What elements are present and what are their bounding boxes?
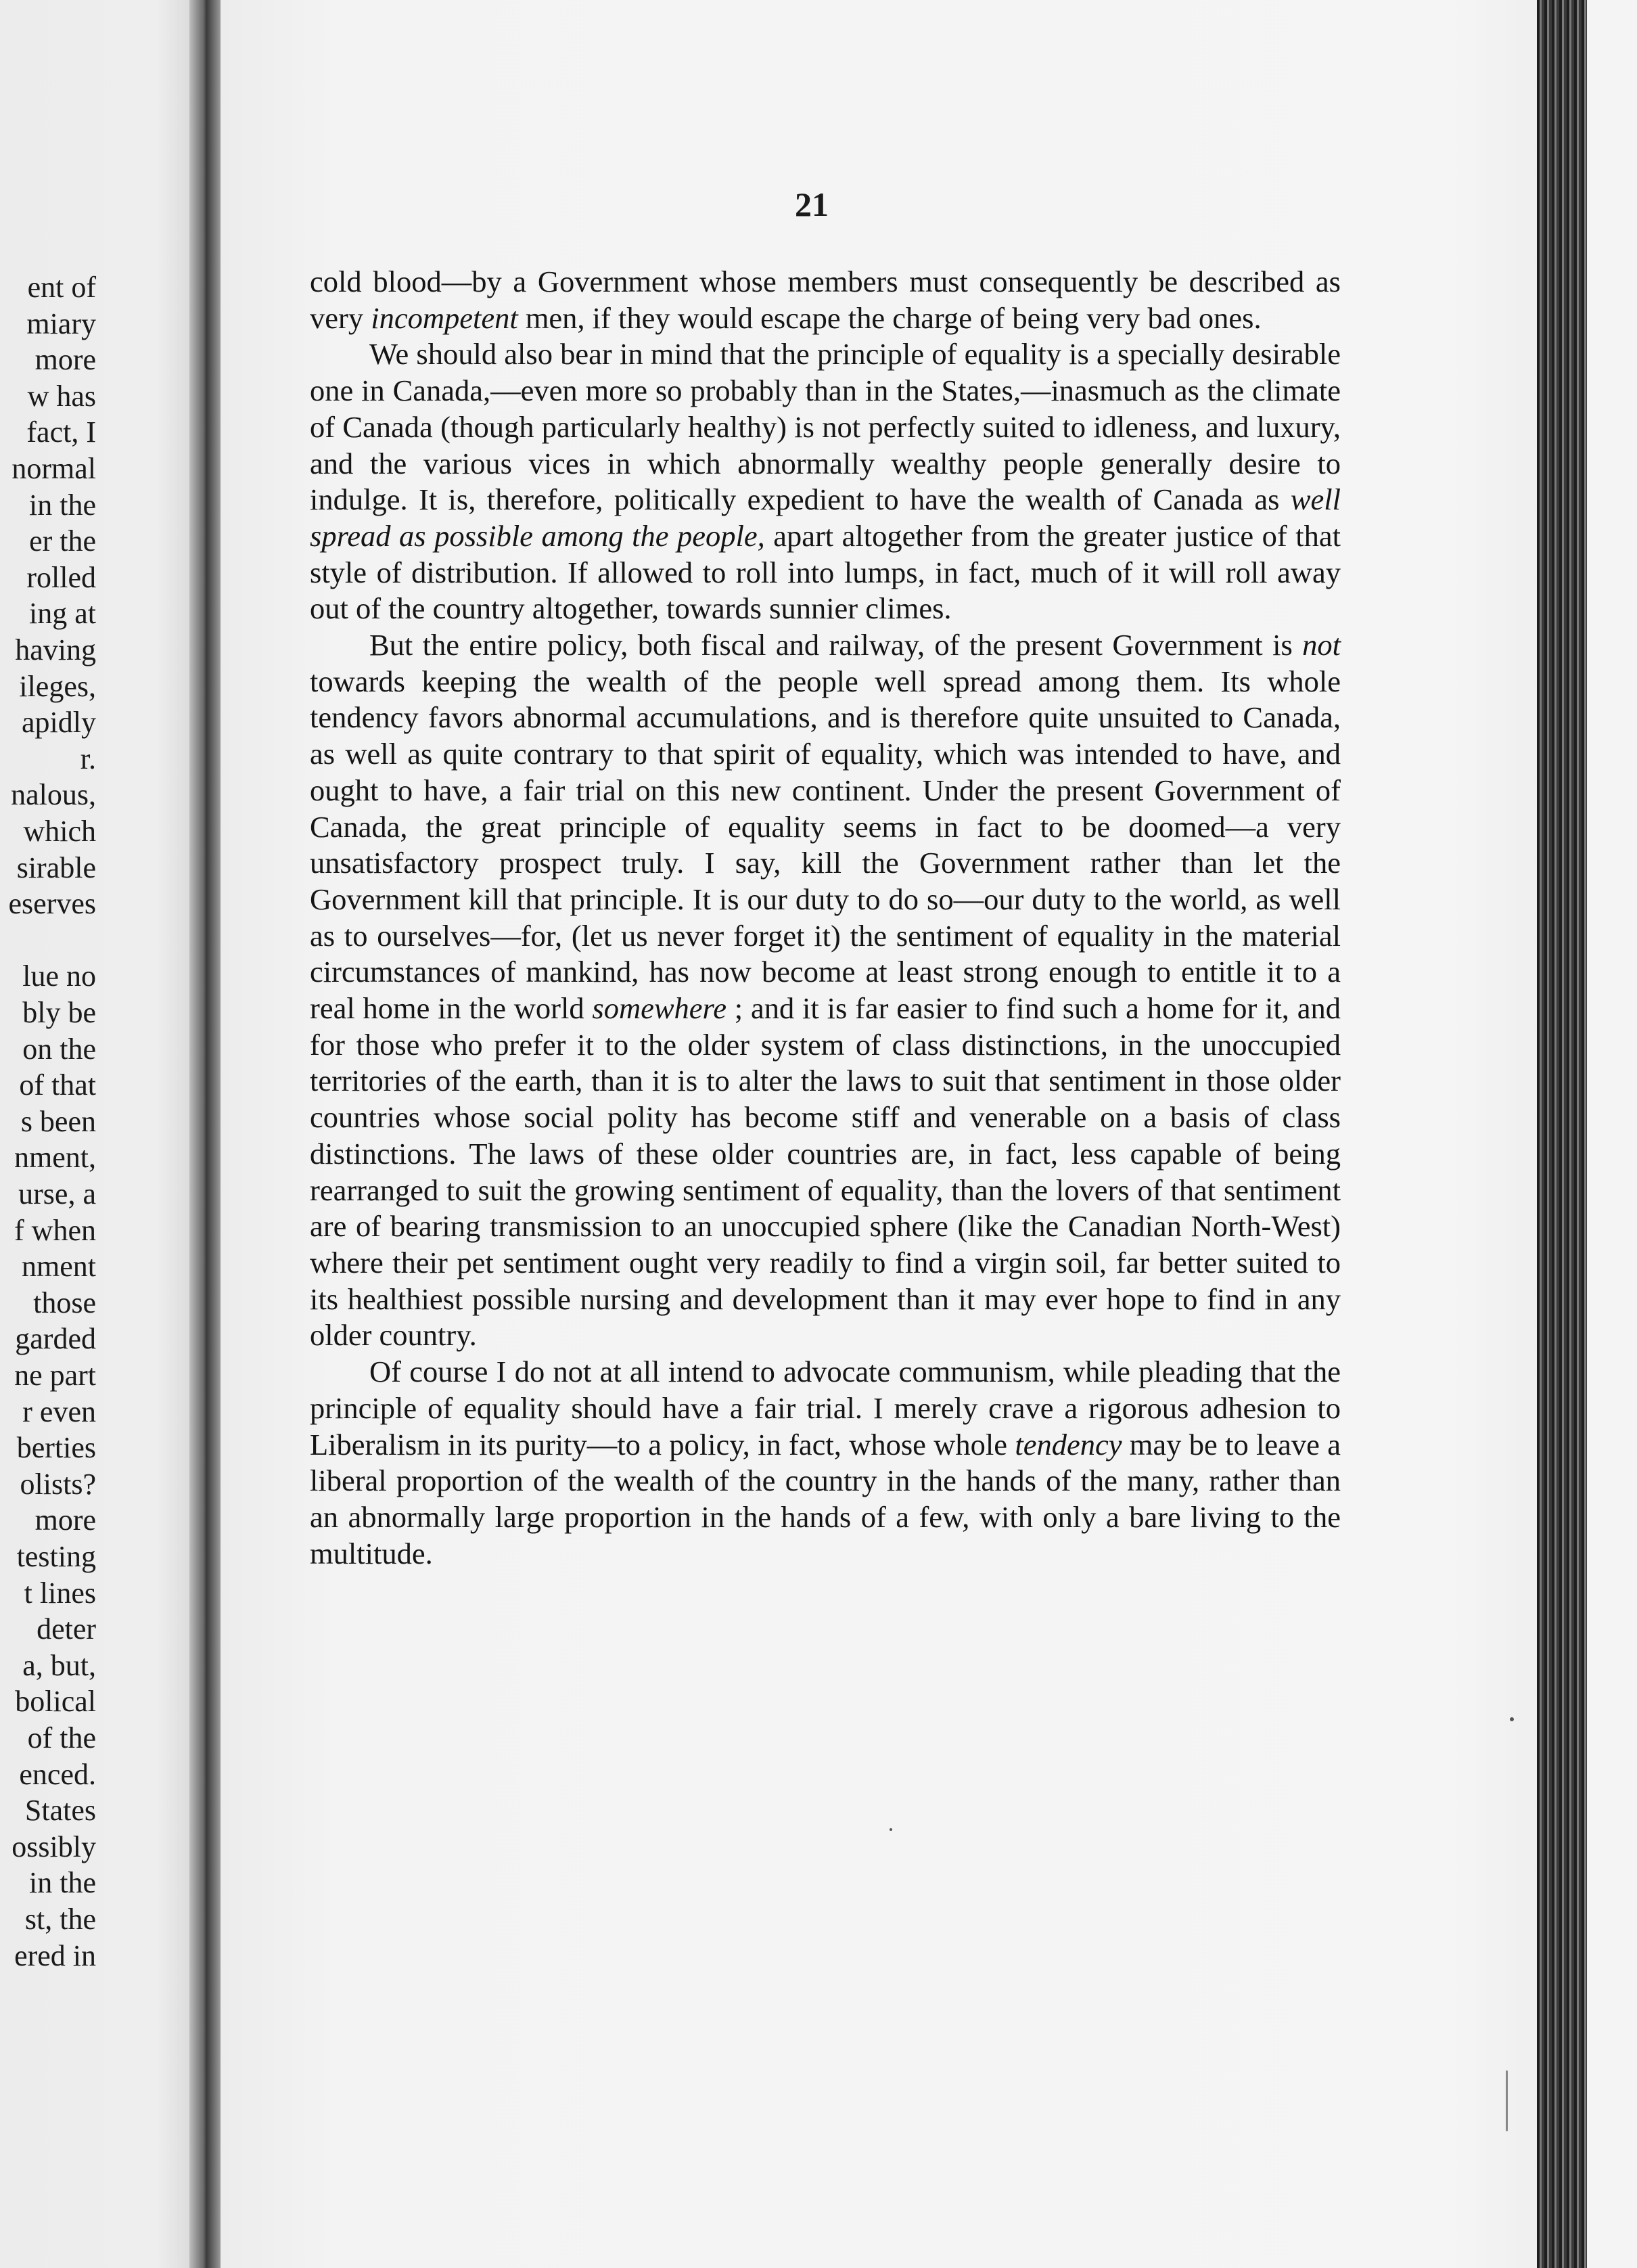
text-run: But the entire policy, both fiscal and railway, of the present Government is: [369, 628, 1303, 662]
facing-page-line: bly be: [22, 996, 96, 1029]
facing-page-line: nment,: [14, 1141, 96, 1175]
facing-page-line: in the: [29, 488, 96, 522]
paragraph-2: [310, 336, 1341, 627]
facing-page-line: of that: [19, 1068, 96, 1102]
italic-run: somewhere: [592, 991, 727, 1026]
italic-run: incompetent: [371, 300, 518, 335]
facing-page-line: ing at: [29, 597, 96, 631]
page-number: 21: [795, 185, 829, 223]
text-run: ; and it is far easier to find such a home for it, and for those who prefer it to the older system of class distinctions, in the unoccupied territories of the earth, than it is to alter the laws to suit that sentiment in those older countries whose social polity has become stiff and venerable on a basis of class distinctions. The laws of these older countries are, in fact, less capable of being rearranged to suit the growing sentiment of equality, than the lovers of that sentiment are of bearing transmission to an unoccupied sphere (like the Canadian North-West) where their pet sentiment ought very readily to find a virgin soil, far better suited to its healthiest possible nursing and development than it may ever hope to find in any older country.: [310, 991, 1341, 1353]
facing-page-line: r even: [22, 1394, 96, 1428]
facing-page-line: f when: [14, 1213, 96, 1247]
text-run: men, if they would escape the charge of being very bad ones.: [517, 300, 1262, 335]
facing-page-line: s been: [20, 1104, 96, 1138]
facing-page-line: er the: [29, 524, 96, 558]
facing-page-line: fact, I: [26, 415, 96, 449]
facing-page-line: normal: [11, 452, 96, 485]
facing-page-line: more: [34, 1503, 96, 1537]
facing-page-line: enced.: [19, 1757, 96, 1791]
facing-page-line: t lines: [24, 1576, 96, 1610]
text-run: apart altogether from the greater justice of that style of distribution. If allowed to roll into lumps, in fact, much of it will roll away out of the country altogether, towards sunnier climes.: [310, 518, 1341, 626]
text-run: may be to leave a liberal proportion of the wealth of the country in the hands of the many, rather than an abnormally large proportion in the hands of a few, with only a bare living to the multitude.: [310, 1427, 1341, 1570]
facing-page-line: apidly: [22, 706, 96, 740]
facing-page-line: in the: [29, 1866, 96, 1900]
facing-page-line: nment: [22, 1250, 96, 1284]
facing-page-line: nalous,: [11, 778, 96, 812]
facing-page-line: of the: [27, 1721, 96, 1754]
facing-page-line: st, the: [24, 1903, 96, 1936]
facing-page-line: ered in: [14, 1938, 96, 1972]
facing-page-line: which: [23, 815, 96, 848]
text-run: We should also bear in mind that the principle of equality is a specially desirable one in Canada,—even more so probably than in the States,—inasmuch as the climate of Canada (though particularly healthy) is not perfectly suited to idleness, and luxury, and the various vices in which abnormally wealthy people generally desire to indulge. It is, therefore, politically expedient to have the wealth of Canada as: [310, 337, 1341, 517]
facing-page-line: ent of: [27, 271, 96, 304]
facing-page-line: deter: [37, 1612, 96, 1646]
facing-page-line: sirable: [16, 850, 96, 884]
paragraph-4: [310, 1354, 1341, 1572]
facing-page-line: r.: [80, 742, 96, 775]
text-run: cold blood—by a Government whose members must consequently be described as very: [310, 265, 1341, 335]
text-run: Of course I do not at all intend to advocate communism, while pleading that the principle of equality should have a fair trial. I merely crave a rigorous adhesion to Liberalism in its purity—to a policy, in fact, whose whole: [310, 1355, 1341, 1461]
paragraph-1: [310, 264, 1341, 336]
facing-page-line: States: [24, 1794, 96, 1828]
facing-page-line: berties: [16, 1431, 96, 1465]
facing-page-line: on the: [22, 1032, 96, 1066]
page-edge-stack: [1537, 0, 1587, 2268]
facing-page: [0, 0, 196, 2268]
text-run: towards keeping the wealth of the people well spread among them. Its whole tendency favors abnormal accumulations, and is therefore quite unsuited to Canada, as well as quite contrary to that spirit of equality, which was intended to have, and ought to have, a fair trial on this new continent. Under the present Government of Canada, the great principle of equality seems in fact to be doomed—a very unsatisfactory prospect truly. I say, kill the Government rather than let the Government kill that principle. It is our duty to do so—our duty to the world, as well as to ourselves—for, (let us never forget it) the sentiment of equality in the material circumstances of mankind, has now become at least strong enough to entitle it to a real home in the world: [310, 664, 1341, 1026]
facing-page-line: a, but,: [22, 1648, 96, 1682]
facing-page-line: having: [15, 633, 96, 666]
facing-page-line: urse, a: [18, 1177, 96, 1210]
facing-page-line: ne part: [14, 1359, 96, 1392]
italic-run: not: [1302, 628, 1341, 662]
facing-page-line: testing: [16, 1540, 96, 1573]
facing-page-line: w has: [27, 379, 96, 413]
facing-page-line: bolical: [15, 1685, 96, 1719]
facing-page-line: miary: [26, 307, 96, 340]
italic-run: tendency: [1015, 1427, 1122, 1461]
facing-page-line: eserves: [8, 887, 96, 921]
italic-run: well spread as possible among the people,: [310, 482, 1341, 553]
scan-speck: [1506, 2070, 1508, 2131]
facing-page-line: more: [34, 343, 96, 377]
facing-page-line: garded: [15, 1322, 96, 1356]
paragraph-3: [310, 627, 1341, 1354]
book-gutter: [189, 0, 221, 2268]
facing-page-line: those: [33, 1286, 96, 1319]
scan-speck: [890, 1828, 892, 1831]
facing-page-line: lue no: [22, 959, 96, 993]
facing-page-line: ossibly: [11, 1830, 96, 1863]
body-text: [310, 264, 1341, 1572]
facing-page-line: rolled: [26, 560, 96, 594]
facing-page-line: olists?: [20, 1467, 96, 1501]
facing-page-line: ileges,: [19, 669, 96, 703]
scan-speck: [1510, 1717, 1514, 1721]
